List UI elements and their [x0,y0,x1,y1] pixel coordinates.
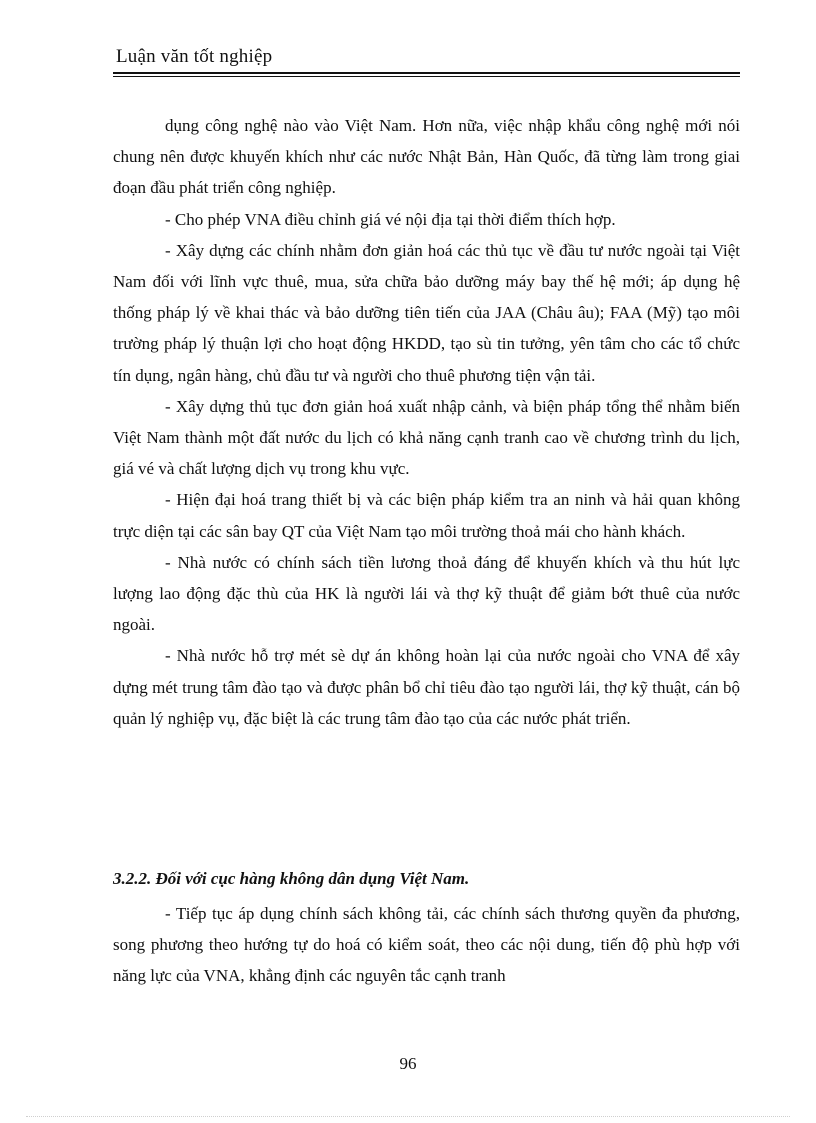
paragraph: - Nhà nước hỗ trợ mét sè dự án không hoàn lại của nước ngoài cho VNA để xây dựng mét trung tâm đào tạo và được phân bổ chỉ tiêu đào tạo người lái, thợ kỹ thuật, cán bộ quản lý nghiệp vụ, đặc biệt là các trung tâm đào tạo của các nước phát triển. [113,646,740,728]
header-divider-thick [113,72,740,74]
page-bottom-border [26,1116,790,1117]
paragraph: - Xây dựng thủ tục đơn giản hoá xuất nhập cảnh, và biện pháp tổng thể nhằm biến Việt Nam thành một đất nước du lịch có khả năng cạnh tranh cao về chương trình du lịch, giá vé và chất lượng dịch vụ trong khu vực. [113,396,740,479]
section-body-text [113,898,740,992]
page-number: 96 [399,1054,417,1073]
header-divider-thin [113,76,740,77]
paragraph: - Nhà nước có chính sách tiền lương thoả đáng để khuyến khích và thu hút lực lượng lao động đặc thù của HK là người lái và thợ kỹ thuật để giảm bớt thuê của nước ngoài. [113,552,740,635]
body-text [113,110,740,734]
section-heading: 3.2.2. Đối với cục hàng không dân dụng Việt Nam. [113,869,470,888]
paragraph: dụng công nghệ nào vào Việt Nam. Hơn nữa, việc nhập khẩu công nghệ mới nói chung nên được khuyến khích như các nước Nhật Bản, Hàn Quốc, đã từng làm trong giai đoạn đầu phát triển công nghiệp. [113,116,740,198]
paragraph: - Tiếp tục áp dụng chính sách không tải, các chính sách thương quyền đa phương, song phương theo hướng tự do hoá có kiểm soát, theo các nội dung, tiến độ phù hợp với năng lực của VNA, khẳng định các nguyên tắc cạnh tranh [113,904,740,986]
paragraph: - Hiện đại hoá trang thiết bị và các biện pháp kiểm tra an ninh và hải quan không trực diện tại các sân bay QT của Việt Nam tạo môi trường thoả mái cho hành khách. [113,490,740,541]
paragraph: - Cho phép VNA điều chỉnh giá vé nội địa tại thời điểm thích hợp. [165,209,616,229]
paragraph: - Xây dựng các chính nhằm đơn giản hoá các thủ tục về đầu tư nước ngoài tại Việt Nam đối với lĩnh vực thuê, mua, sửa chữa bảo dưỡng máy bay thế hệ mới; áp dụng hệ thống pháp lý về khai thác và bảo dưỡng tiên tiến của JAA (Châu âu); FAA (Mỹ) tạo môi trường pháp lý thuận lợi cho hoạt động HKDD, tạo sù tin tưởng, yên tâm cho các tổ chức tín dụng, ngân hàng, chủ đầu tư và người cho thuê phương tiện vận tải. [113,240,740,385]
header-title: Luận văn tốt nghiệp [116,46,273,67]
